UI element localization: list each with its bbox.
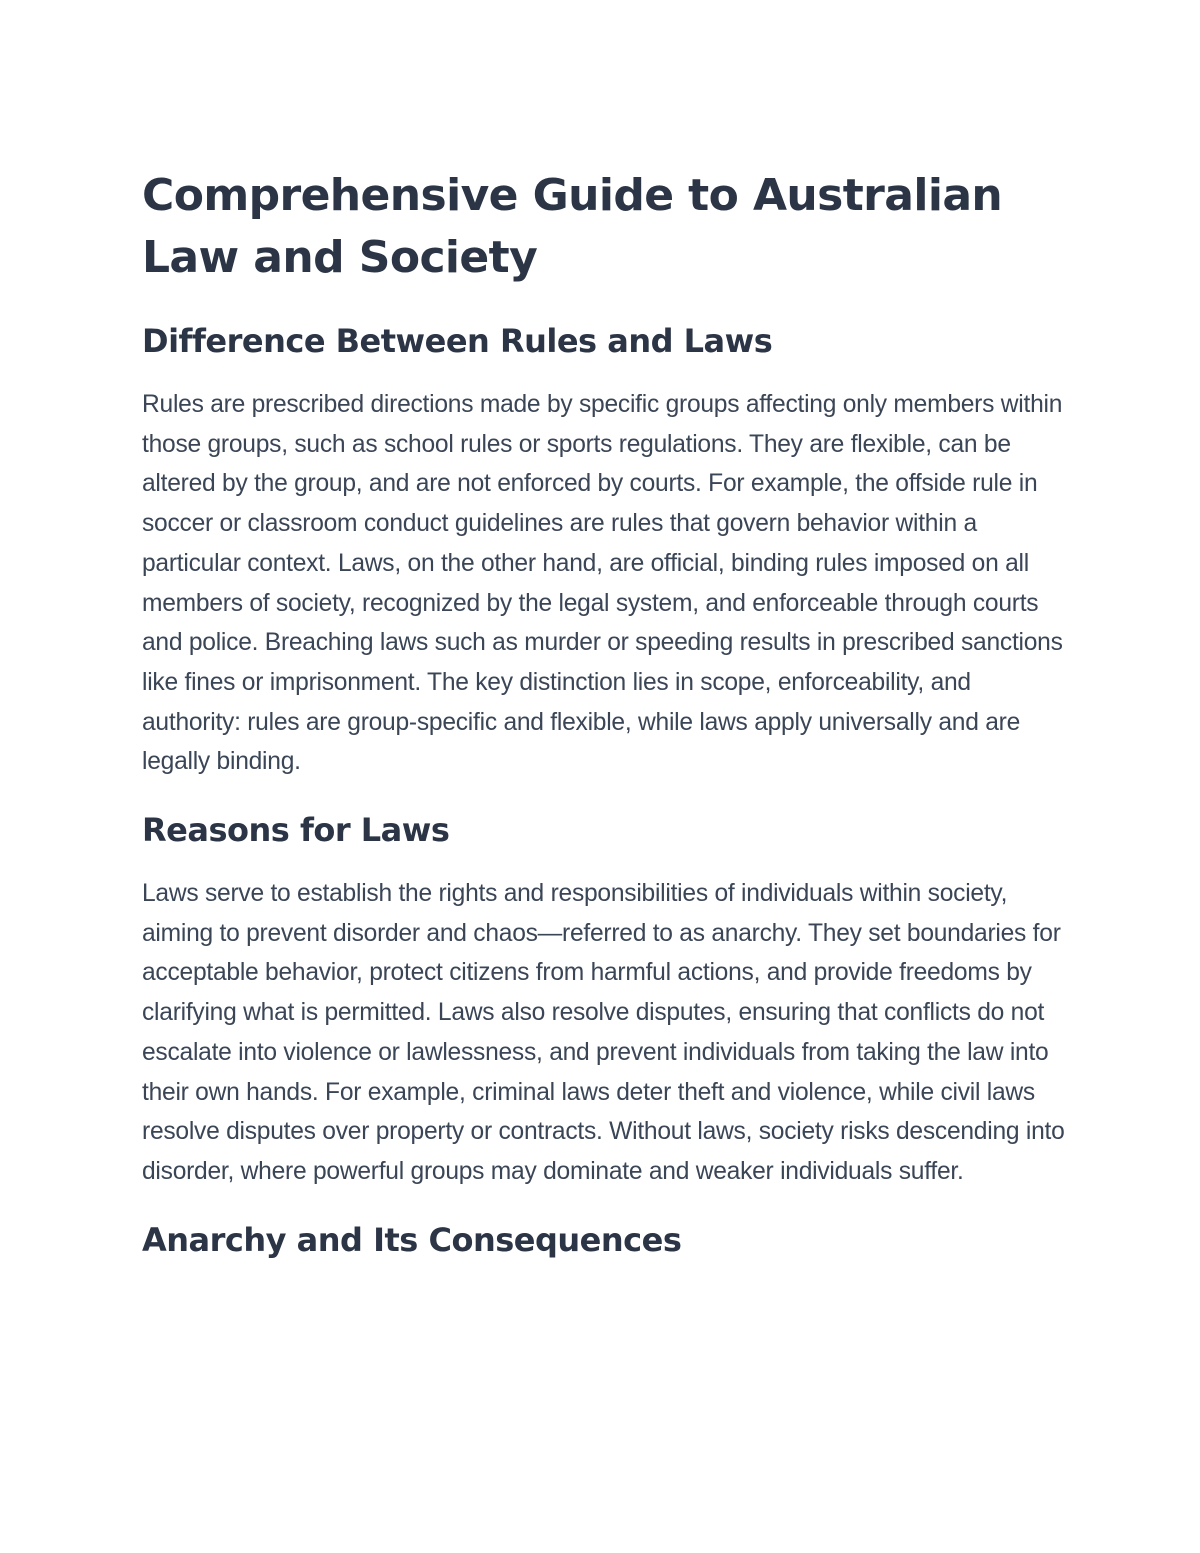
section-body-reasons-for-laws: Laws serve to establish the rights and responsibilities of individuals within society, aiming to prevent disorder and chaos—referred to as anarchy. They set boundaries for acceptable behavior, protect citizens from harmful actions, and provide freedoms by clarifying what is permitted. Laws also resolve disputes, ensuring that conflicts do not escalate into violence or lawlessness, and prevent individuals from taking the law into their own hands. For example, criminal laws deter theft and violence, while civil laws resolve disputes over property or contracts. Without laws, society risks descending into disorder, where powerful groups may dominate and weaker individuals suffer. (142, 880, 1065, 1185)
section-heading-anarchy: Anarchy and Its Consequences (142, 1220, 682, 1259)
section-body-rules-vs-laws: Rules are prescribed directions made by specific groups affecting only members within those groups, such as school rules or sports regulations. They are flexible, can be altered by the group, and are not enforced by courts. For example, the offside rule in soccer or classroom conduct guidelines are rules that govern behavior within a particular context. Laws, on the other hand, are official, binding rules imposed on all members of society, recognized by the legal system, and enforceable through courts and police. Breaching laws such as murder or speeding results in prescribed sanctions like fines or imprisonment. The key distinction lies in scope, enforceability, and authority: rules are group-specific and flexible, while laws apply universally and are legally binding. (142, 391, 1063, 776)
page-title: Comprehensive Guide to Australian Law and Society (142, 170, 1003, 283)
section-heading-rules-vs-laws: Difference Between Rules and Laws (142, 322, 773, 360)
document-page (142, 165, 1072, 1262)
section-heading-reasons-for-laws: Reasons for Laws (142, 811, 450, 850)
